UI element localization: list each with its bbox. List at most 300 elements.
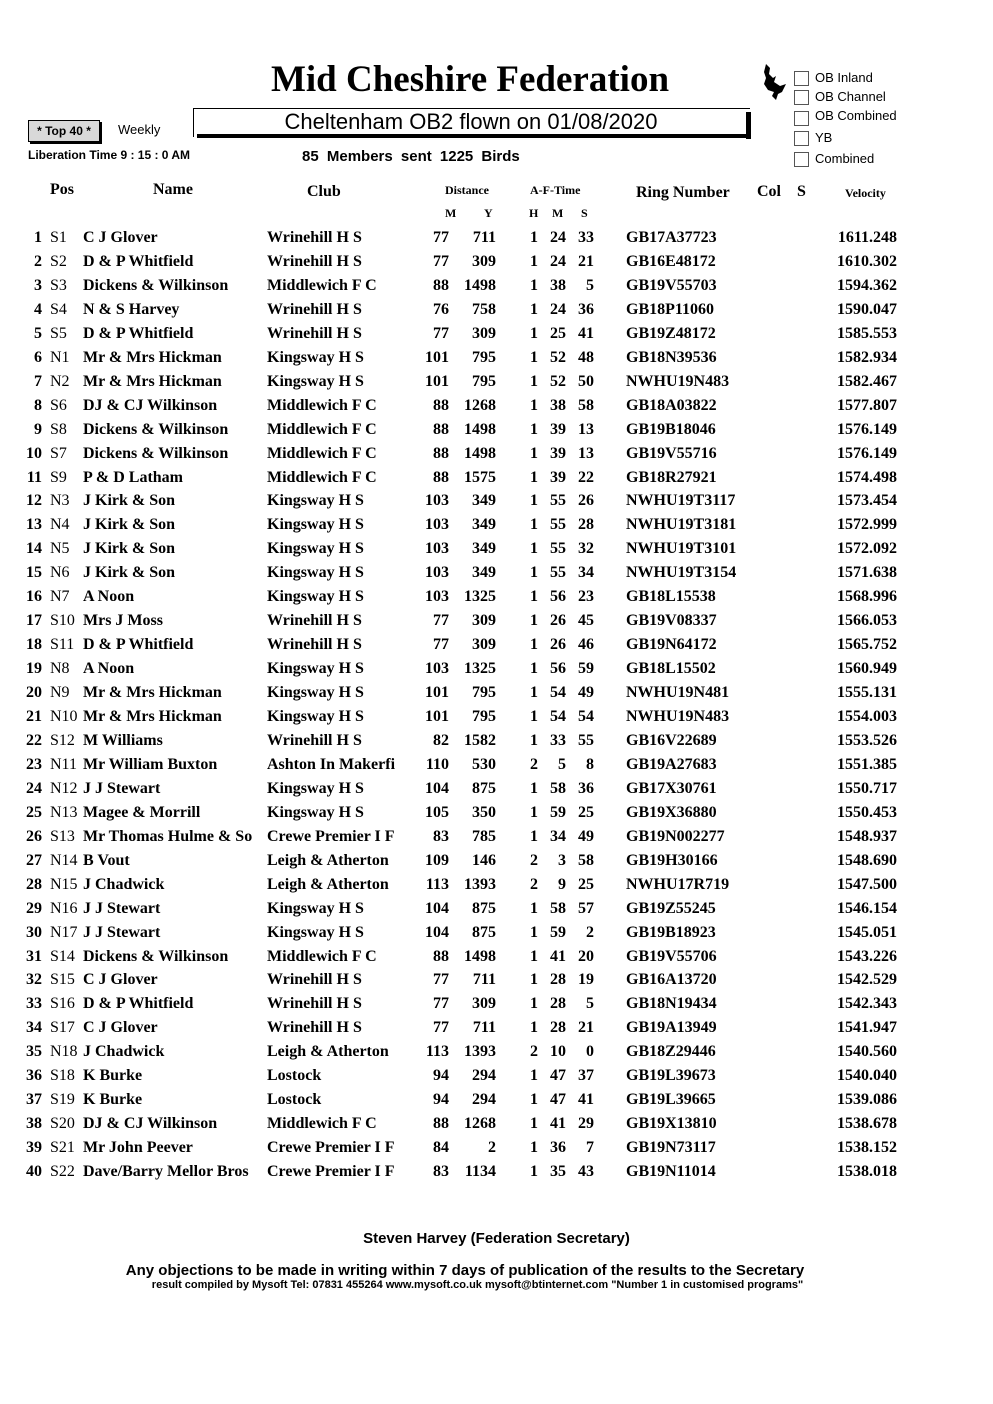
seconds-cell: 58 — [578, 396, 594, 414]
liberation-time: Liberation Time 9 : 15 : 0 AM — [28, 148, 191, 162]
position-cell: 30 — [26, 923, 42, 941]
table-row — [0, 373, 993, 397]
seconds-cell: 23 — [578, 588, 594, 606]
yards-cell: 294 — [472, 1091, 496, 1109]
velocity-cell: 1553.526 — [837, 731, 897, 749]
position-cell: 6 — [34, 348, 42, 366]
section-cell: S11 — [50, 636, 75, 654]
club-cell: Kingsway H S — [267, 492, 364, 510]
ob-combined-label: OB Combined — [815, 108, 897, 123]
race-title: Cheltenham OB2 flown on 01/08/2020 — [284, 109, 658, 134]
minutes-cell: 38 — [550, 276, 566, 294]
hours-cell: 1 — [530, 923, 538, 941]
yards-cell: 795 — [472, 348, 496, 366]
minutes-cell: 58 — [550, 779, 566, 797]
velocity-cell: 1546.154 — [837, 899, 897, 917]
minutes-cell: 58 — [550, 899, 566, 917]
ring-number-cell: GB19N002277 — [626, 827, 725, 845]
section-cell: S13 — [50, 827, 75, 845]
position-cell: 9 — [34, 420, 42, 438]
hours-cell: 1 — [530, 252, 538, 270]
seconds-cell: 37 — [578, 1067, 594, 1085]
miles-cell: 77 — [433, 971, 449, 989]
miles-cell: 77 — [433, 1019, 449, 1037]
seconds-cell: 54 — [578, 708, 594, 725]
hours-cell: 1 — [530, 1019, 538, 1037]
hours-cell: 2 — [530, 1043, 538, 1061]
col-velocity: Velocity — [845, 186, 886, 200]
table-row — [0, 780, 993, 804]
yards-cell: 309 — [472, 612, 496, 630]
name-cell: M Williams — [83, 731, 163, 749]
miles-cell: 77 — [433, 612, 449, 630]
table-row — [0, 708, 993, 732]
minutes-cell: 55 — [550, 492, 566, 510]
seconds-cell: 22 — [578, 468, 594, 486]
miles-cell: 103 — [425, 588, 449, 606]
yards-cell: 875 — [472, 779, 496, 797]
section-cell: S4 — [50, 300, 67, 318]
ob-channel-label: OB Channel — [815, 89, 886, 104]
secretary-line: Steven Harvey (Federation Secretary) — [363, 1230, 630, 1247]
section-cell: S7 — [50, 444, 67, 462]
ring-number-cell: GB17X30761 — [626, 779, 717, 797]
minutes-cell: 28 — [550, 971, 566, 989]
position-cell: 37 — [26, 1091, 42, 1109]
hours-cell: 1 — [530, 420, 538, 438]
minutes-cell: 55 — [550, 540, 566, 558]
position-cell: 24 — [26, 779, 42, 797]
seconds-cell: 7 — [586, 1139, 594, 1157]
club-cell: Kingsway H S — [267, 540, 364, 558]
section-cell: N5 — [50, 540, 70, 558]
position-cell: 39 — [26, 1139, 42, 1157]
velocity-cell: 1576.149 — [837, 420, 897, 438]
club-cell: Wrinehill H S — [267, 995, 362, 1013]
club-cell: Middlewich F C — [267, 444, 377, 462]
club-cell: Kingsway H S — [267, 348, 364, 366]
section-cell: S14 — [50, 947, 75, 965]
table-row — [0, 421, 993, 445]
velocity-cell: 1543.226 — [837, 947, 897, 965]
name-cell: J Kirk & Son — [83, 492, 176, 510]
velocity-cell: 1594.362 — [837, 276, 897, 294]
ring-number-cell: GB18L15502 — [626, 660, 716, 678]
yards-cell: 1498 — [464, 420, 496, 438]
table-row — [0, 397, 993, 421]
table-row — [0, 1043, 993, 1067]
table-row — [0, 636, 993, 660]
table-row — [0, 756, 993, 780]
yards-cell: 294 — [472, 1067, 496, 1085]
yards-cell: 1268 — [464, 396, 496, 414]
position-cell: 8 — [34, 396, 42, 414]
seconds-cell: 49 — [578, 684, 594, 702]
miles-cell: 113 — [425, 1043, 449, 1061]
seconds-cell: 43 — [578, 1163, 594, 1181]
club-cell: Kingsway H S — [267, 923, 364, 941]
col-club: Club — [307, 183, 341, 200]
miles-cell: 103 — [425, 660, 449, 678]
section-cell: N16 — [50, 899, 78, 917]
velocity-cell: 1573.454 — [837, 492, 897, 510]
club-cell: Kingsway H S — [267, 684, 364, 702]
position-cell: 21 — [26, 708, 42, 725]
col-pos: Pos — [50, 181, 74, 198]
position-cell: 17 — [26, 612, 42, 630]
table-row — [0, 301, 993, 325]
club-cell: Wrinehill H S — [267, 612, 362, 630]
seconds-cell: 20 — [578, 947, 594, 965]
seconds-cell: 36 — [578, 779, 594, 797]
col-aftime: A-F-Time — [530, 183, 581, 197]
section-cell: S21 — [50, 1139, 75, 1157]
section-cell: S15 — [50, 971, 75, 989]
hours-cell: 1 — [530, 1163, 538, 1181]
seconds-cell: 34 — [578, 564, 594, 582]
name-cell: C J Glover — [83, 971, 158, 989]
section-cell: S22 — [50, 1163, 75, 1181]
name-cell: D & P Whitfield — [83, 324, 194, 342]
name-cell: Dave/Barry Mellor Bros — [83, 1163, 249, 1181]
seconds-cell: 21 — [578, 252, 594, 270]
velocity-cell: 1590.047 — [837, 300, 897, 318]
name-cell: Magee & Morrill — [83, 803, 201, 821]
hours-cell: 2 — [530, 755, 538, 773]
velocity-cell: 1565.752 — [837, 636, 897, 654]
miles-cell: 94 — [433, 1067, 449, 1085]
yards-cell: 1325 — [464, 660, 496, 678]
yards-cell: 711 — [472, 971, 496, 989]
table-row — [0, 492, 993, 516]
section-cell: N18 — [50, 1043, 78, 1061]
section-cell: S5 — [50, 324, 67, 342]
seconds-cell: 25 — [578, 803, 594, 821]
position-cell: 15 — [26, 564, 42, 582]
club-cell: Wrinehill H S — [267, 252, 362, 270]
hours-cell: 1 — [530, 971, 538, 989]
name-cell: D & P Whitfield — [83, 252, 194, 270]
name-cell: Mr Thomas Hulme & So — [83, 827, 253, 845]
miles-cell: 77 — [433, 229, 449, 246]
yards-cell: 1498 — [464, 947, 496, 965]
velocity-cell: 1572.999 — [837, 516, 897, 534]
minutes-cell: 34 — [550, 827, 566, 845]
miles-cell: 83 — [433, 1163, 449, 1181]
section-cell: N11 — [50, 755, 77, 773]
minutes-cell: 47 — [550, 1091, 566, 1109]
velocity-cell: 1548.937 — [837, 827, 897, 845]
table-row — [0, 277, 993, 301]
position-cell: 20 — [26, 684, 42, 702]
seconds-cell: 58 — [578, 851, 594, 869]
minutes-cell: 56 — [550, 660, 566, 678]
miles-cell: 104 — [425, 899, 449, 917]
table-row — [0, 325, 993, 349]
velocity-cell: 1560.949 — [837, 660, 897, 678]
yards-cell: 795 — [472, 684, 496, 702]
section-cell: S1 — [50, 229, 67, 246]
table-row — [0, 469, 993, 493]
position-cell: 38 — [26, 1115, 42, 1133]
yards-cell: 309 — [472, 636, 496, 654]
name-cell: Mr & Mrs Hickman — [83, 372, 222, 390]
yards-cell: 1268 — [464, 1115, 496, 1133]
club-cell: Lostock — [267, 1067, 322, 1085]
name-cell: N & S Harvey — [83, 300, 180, 318]
seconds-cell: 49 — [578, 827, 594, 845]
hours-cell: 1 — [530, 1115, 538, 1133]
ring-number-cell: GB18Z29446 — [626, 1043, 716, 1061]
section-cell: S18 — [50, 1067, 75, 1085]
section-cell: N3 — [50, 492, 70, 510]
table-row — [0, 660, 993, 684]
seconds-cell: 57 — [578, 899, 594, 917]
section-cell: N15 — [50, 875, 78, 893]
name-cell: J Kirk & Son — [83, 564, 176, 582]
name-cell: C J Glover — [83, 229, 158, 246]
miles-cell: 103 — [425, 516, 449, 534]
position-cell: 2 — [34, 252, 42, 270]
section-cell: N10 — [50, 708, 78, 725]
position-cell: 13 — [26, 516, 42, 534]
yards-cell: 1325 — [464, 588, 496, 606]
yards-cell: 758 — [472, 300, 496, 318]
section-cell: S10 — [50, 612, 75, 630]
yards-cell: 1393 — [464, 1043, 496, 1061]
ring-number-cell: GB19N11014 — [626, 1163, 716, 1181]
position-cell: 23 — [26, 755, 42, 773]
yards-cell: 711 — [472, 229, 496, 246]
ring-number-cell: GB19B18046 — [626, 420, 716, 438]
section-cell: N7 — [50, 588, 70, 606]
position-cell: 10 — [26, 444, 42, 462]
pigeon-logo-icon — [760, 62, 788, 102]
name-cell: Mr & Mrs Hickman — [83, 348, 222, 366]
section-cell: N4 — [50, 516, 70, 534]
ring-number-cell: GB17A37723 — [626, 229, 717, 246]
members-sent: 85 Members sent 1225 Birds — [302, 148, 520, 165]
club-cell: Middlewich F C — [267, 468, 377, 486]
ob-combined-checkbox[interactable] — [794, 111, 809, 126]
minutes-cell: 24 — [550, 300, 566, 318]
position-cell: 34 — [26, 1019, 42, 1037]
col-hours: H — [529, 206, 539, 220]
compiled-by: result compiled by Mysoft Tel: 07831 455264 www.mysoft.co.uk mysoft@btinternet.com "Number 1 in customised programs" — [151, 1279, 804, 1291]
hours-cell: 1 — [530, 947, 538, 965]
name-cell: DJ & CJ Wilkinson — [83, 1115, 218, 1133]
ring-number-cell: GB19N73117 — [626, 1139, 716, 1157]
club-cell: Kingsway H S — [267, 516, 364, 534]
miles-cell: 101 — [425, 708, 449, 725]
section-cell: N17 — [50, 923, 78, 941]
ob-inland-checkbox[interactable] — [794, 71, 809, 86]
position-cell: 11 — [26, 468, 42, 486]
minutes-cell: 59 — [550, 803, 566, 821]
ring-number-cell: NWHU17R719 — [626, 875, 730, 893]
miles-cell: 76 — [433, 300, 449, 318]
ring-number-cell: NWHU19T3181 — [626, 516, 737, 534]
objections-notice: Any objections to be made in writing within 7 days of publication of the results to the Secretary — [125, 1262, 805, 1279]
velocity-cell: 1572.092 — [837, 540, 897, 558]
position-cell: 22 — [26, 731, 42, 749]
section-cell: N13 — [50, 803, 78, 821]
ring-number-cell: GB19A27683 — [626, 755, 717, 773]
yards-cell: 309 — [472, 252, 496, 270]
minutes-cell: 41 — [550, 947, 566, 965]
minutes-cell: 56 — [550, 588, 566, 606]
yards-cell: 349 — [472, 540, 496, 558]
club-cell: Ashton In Makerfi — [267, 755, 396, 773]
velocity-cell: 1538.018 — [837, 1163, 897, 1181]
combined-label: Combined — [815, 151, 875, 166]
ring-number-cell: GB16A13720 — [626, 971, 717, 989]
minutes-cell: 39 — [550, 444, 566, 462]
table-row — [0, 732, 993, 756]
yards-cell: 349 — [472, 516, 496, 534]
name-cell: B Vout — [83, 851, 130, 869]
hours-cell: 1 — [530, 564, 538, 582]
minutes-cell: 28 — [550, 995, 566, 1013]
yb-label: YB — [815, 130, 833, 145]
velocity-cell: 1610.302 — [837, 252, 897, 270]
table-row — [0, 1091, 993, 1115]
miles-cell: 77 — [433, 324, 449, 342]
ring-number-cell: GB18N19434 — [626, 995, 717, 1013]
minutes-cell: 26 — [550, 636, 566, 654]
name-cell: J Kirk & Son — [83, 540, 176, 558]
col-s: S — [797, 183, 806, 200]
seconds-cell: 46 — [578, 636, 594, 654]
club-cell: Middlewich F C — [267, 1115, 377, 1133]
club-cell: Middlewich F C — [267, 396, 377, 414]
miles-cell: 88 — [433, 1115, 449, 1133]
table-row — [0, 1139, 993, 1163]
page-title: Mid Cheshire Federation — [270, 59, 670, 100]
hours-cell: 1 — [530, 731, 538, 749]
minutes-cell: 52 — [550, 372, 566, 390]
miles-cell: 103 — [425, 492, 449, 510]
col-minutes: M — [552, 206, 564, 220]
yards-cell: 146 — [472, 851, 496, 869]
velocity-cell: 1547.500 — [837, 875, 897, 893]
club-cell: Kingsway H S — [267, 899, 364, 917]
table-row — [0, 876, 993, 900]
yards-cell: 309 — [472, 324, 496, 342]
col-ring: Ring Number — [636, 184, 730, 201]
miles-cell: 88 — [433, 420, 449, 438]
seconds-cell: 33 — [578, 229, 594, 246]
seconds-cell: 55 — [578, 731, 594, 749]
miles-cell: 103 — [425, 540, 449, 558]
section-cell: S20 — [50, 1115, 75, 1133]
name-cell: C J Glover — [83, 1019, 158, 1037]
col-col: Col — [757, 183, 781, 200]
ring-number-cell: GB19V55716 — [626, 444, 717, 462]
minutes-cell: 59 — [550, 923, 566, 941]
section-cell: N8 — [50, 660, 70, 678]
seconds-cell: 5 — [586, 276, 594, 294]
ring-number-cell: NWHU19N481 — [626, 684, 730, 702]
ring-number-cell: GB19V55703 — [626, 276, 717, 294]
miles-cell: 88 — [433, 444, 449, 462]
velocity-cell: 1541.947 — [837, 1019, 897, 1037]
yards-cell: 1498 — [464, 444, 496, 462]
minutes-cell: 35 — [550, 1163, 566, 1181]
table-row — [0, 588, 993, 612]
velocity-cell: 1550.717 — [837, 779, 897, 797]
table-row — [0, 516, 993, 540]
hours-cell: 1 — [530, 995, 538, 1013]
position-cell: 18 — [26, 636, 42, 654]
yards-cell: 1582 — [464, 731, 496, 749]
position-cell: 19 — [26, 660, 42, 678]
velocity-cell: 1540.040 — [837, 1067, 897, 1085]
miles-cell: 101 — [425, 348, 449, 366]
ring-number-cell: NWHU19T3154 — [626, 564, 737, 582]
yards-cell: 795 — [472, 708, 496, 725]
hours-cell: 1 — [530, 396, 538, 414]
velocity-cell: 1555.131 — [837, 684, 897, 702]
velocity-cell: 1550.453 — [837, 803, 897, 821]
ob-channel-checkbox[interactable] — [794, 90, 809, 105]
ring-number-cell: GB19L39665 — [626, 1091, 716, 1109]
hours-cell: 2 — [530, 851, 538, 869]
table-row — [0, 1067, 993, 1091]
table-row — [0, 1163, 993, 1187]
ring-number-cell: NWHU19T3101 — [626, 540, 737, 558]
section-cell: S17 — [50, 1019, 75, 1037]
velocity-cell: 1545.051 — [837, 923, 897, 941]
minutes-cell: 26 — [550, 612, 566, 630]
miles-cell: 94 — [433, 1091, 449, 1109]
position-cell: 27 — [26, 851, 42, 869]
ring-number-cell: GB19B18923 — [626, 923, 716, 941]
table-row — [0, 948, 993, 972]
miles-cell: 88 — [433, 947, 449, 965]
club-cell: Kingsway H S — [267, 708, 364, 725]
combined-checkbox[interactable] — [794, 152, 809, 167]
seconds-cell: 50 — [578, 372, 594, 390]
velocity-cell: 1542.343 — [837, 995, 897, 1013]
position-cell: 31 — [26, 947, 42, 965]
hours-cell: 1 — [530, 803, 538, 821]
name-cell: DJ & CJ Wilkinson — [83, 396, 218, 414]
name-cell: J J Stewart — [83, 899, 161, 917]
ring-number-cell: GB18A03822 — [626, 396, 717, 414]
yb-checkbox[interactable] — [794, 131, 809, 146]
club-cell: Wrinehill H S — [267, 324, 362, 342]
minutes-cell: 47 — [550, 1067, 566, 1085]
seconds-cell: 41 — [578, 1091, 594, 1109]
hours-cell: 1 — [530, 444, 538, 462]
table-row — [0, 253, 993, 277]
period-label: Weekly — [118, 122, 161, 137]
seconds-cell: 26 — [578, 492, 594, 510]
section-cell: S16 — [50, 995, 75, 1013]
seconds-cell: 19 — [578, 971, 594, 989]
hours-cell: 1 — [530, 612, 538, 630]
miles-cell: 104 — [425, 923, 449, 941]
yards-cell: 309 — [472, 995, 496, 1013]
ring-number-cell: GB19V55706 — [626, 947, 717, 965]
minutes-cell: 54 — [550, 684, 566, 702]
velocity-cell: 1585.553 — [837, 324, 897, 342]
miles-cell: 109 — [425, 851, 449, 869]
name-cell: Mr John Peever — [83, 1139, 193, 1157]
position-cell: 3 — [34, 276, 42, 294]
yards-cell: 711 — [472, 1019, 496, 1037]
